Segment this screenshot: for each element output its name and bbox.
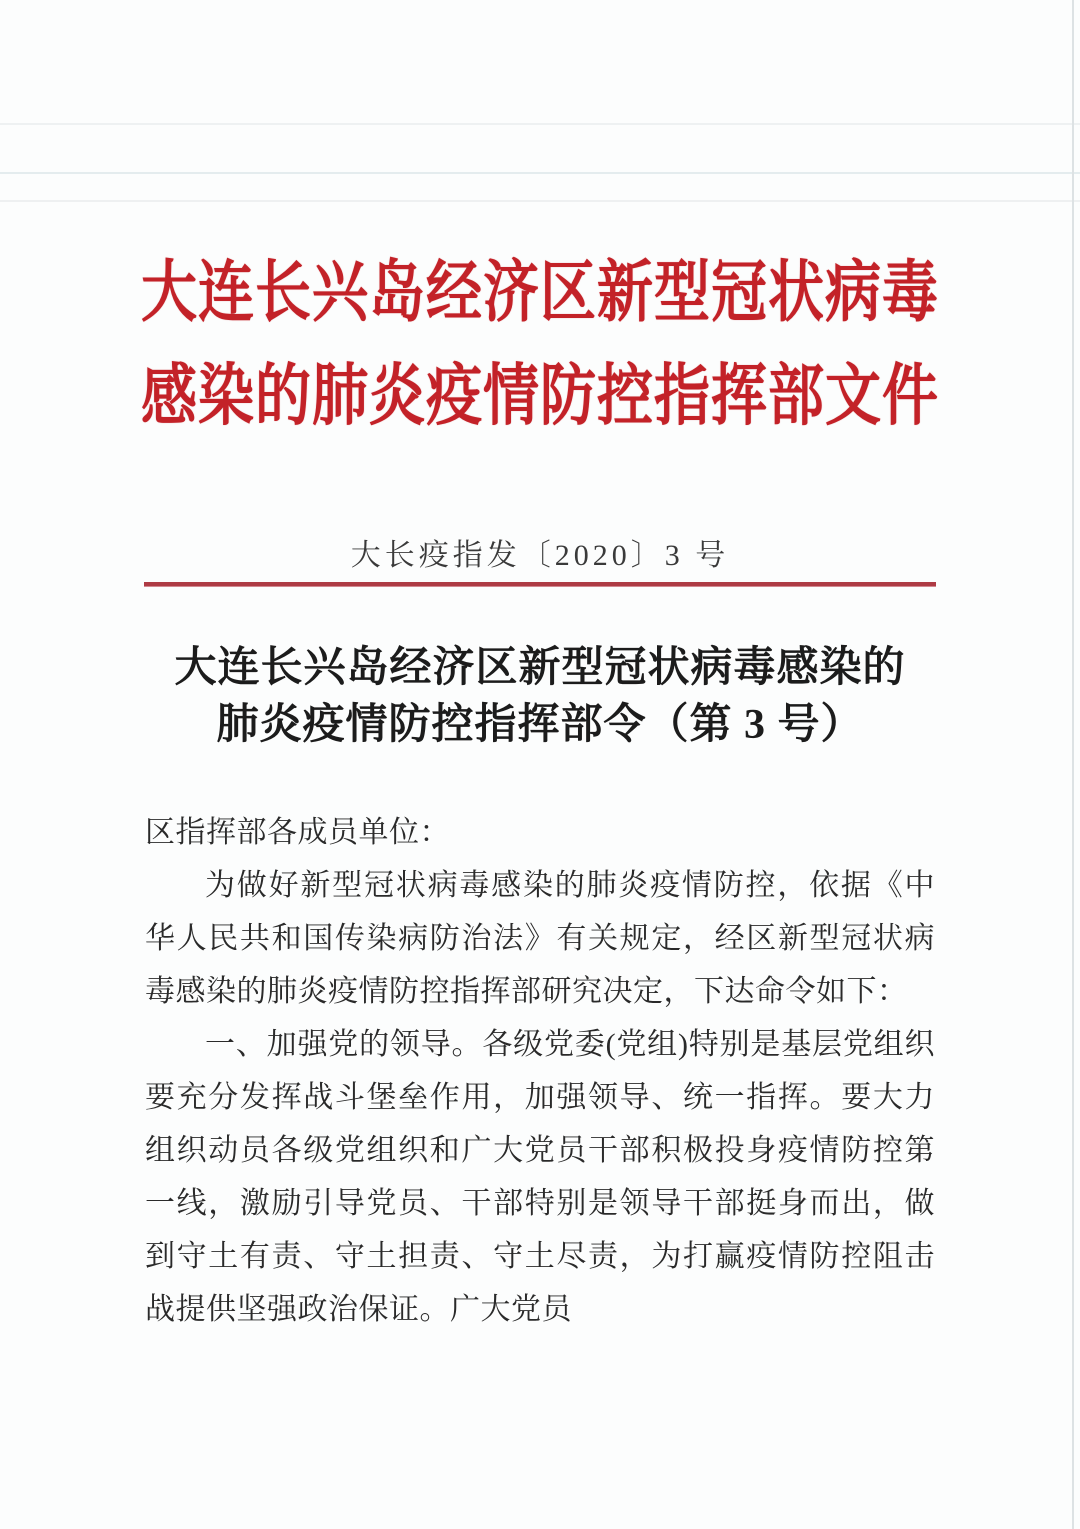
scan-artifact-line [0, 123, 1080, 125]
document-title-line-2: 肺炎疫情防控指挥部令（第 3 号） [216, 702, 864, 748]
letterhead [0, 242, 1080, 448]
body-paragraph: 一、加强党的领导。各级党委(党组)特别是基层党组织要充分发挥战斗堡垒作用，加强领导、统一指挥。要大力组织动员各级党组织和广大党员干部积极投身疫情防控第一线，激励引导党员、干部特别是领导干部挺身而出，做到守土有责、守土担责、守土尽责，为打赢疫情防控阻击战提供坚强政治保证。广大党员 [145, 1028, 935, 1326]
document-title-line-1: 大连长兴岛经济区新型冠状病毒感染的 [174, 645, 906, 691]
document-title [0, 640, 1080, 754]
scan-artifact-line [0, 172, 1080, 174]
body-paragraph: 为做好新型冠状病毒感染的肺炎疫情防控，依据《中华人民共和国传染病防治法》有关规定，经区新型冠状病毒感染的肺炎疫情防控指挥部研究决定，下达命令如下： [145, 869, 935, 1008]
letterhead-line-1: 大连长兴岛经济区新型冠状病毒 [141, 256, 939, 331]
red-divider-line [144, 582, 936, 587]
letterhead-line-2: 感染的肺炎疫情防控指挥部文件 [141, 359, 939, 434]
scan-edge-shadow [1072, 0, 1074, 1529]
document-body [145, 806, 935, 1336]
document-number: 大长疫指发〔2020〕3 号 [350, 539, 730, 572]
salutation: 区指挥部各成员单位： [145, 816, 450, 849]
scan-artifact-line [0, 200, 1080, 202]
